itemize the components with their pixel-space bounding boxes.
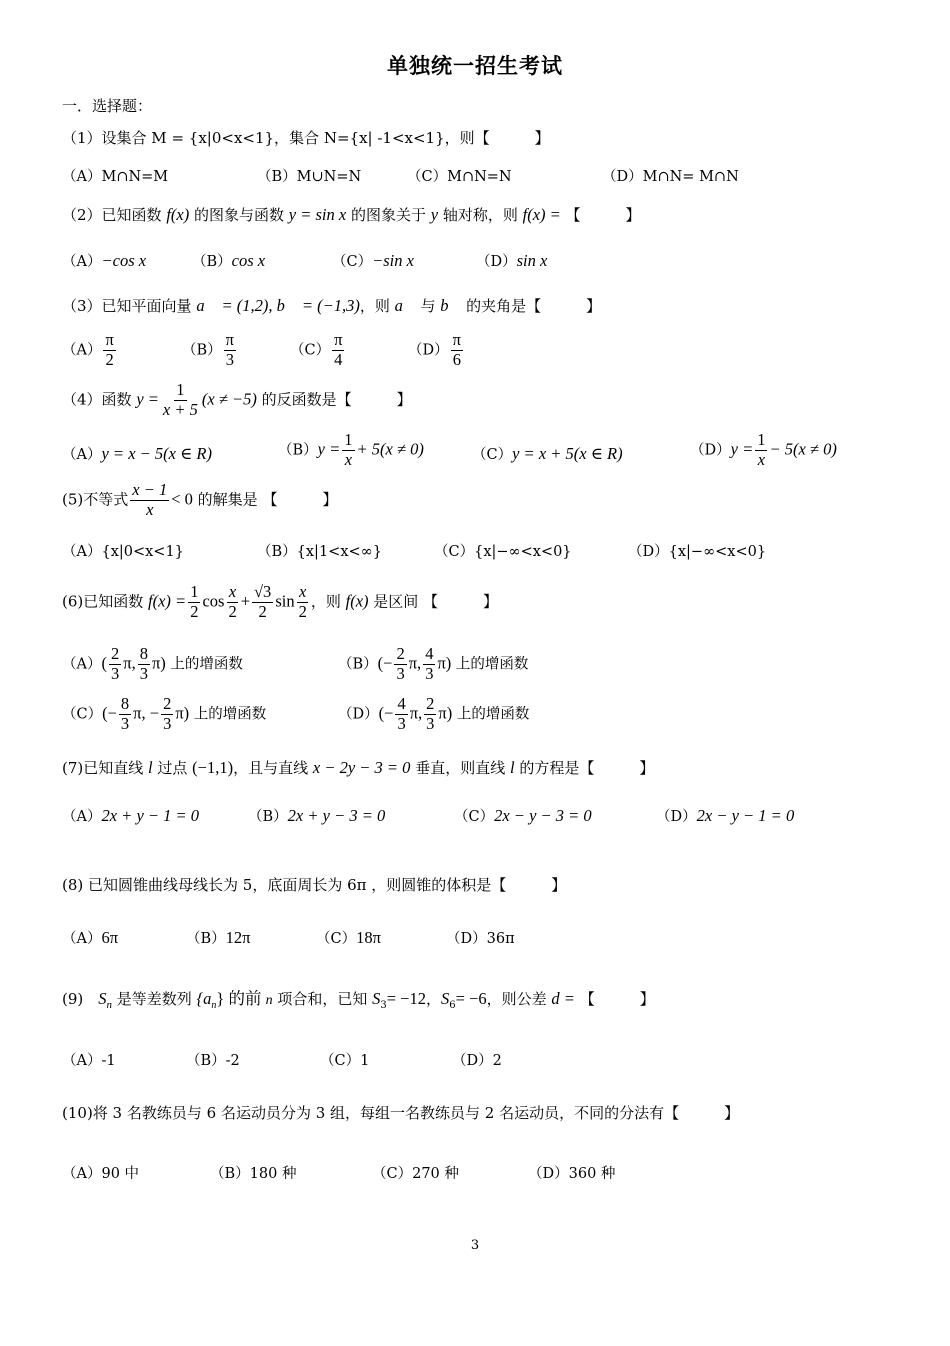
q7-text-2: 过点 [152, 759, 193, 777]
q9-sub-3: 3 [380, 1000, 387, 1011]
q3-text-1: （3）已知平面向量 [62, 297, 197, 315]
q2-math-sinx: y = sin x [288, 205, 347, 224]
q7-c-label: （C） [454, 809, 495, 825]
q6-c-label: （C） [62, 706, 103, 723]
question-6 [62, 583, 498, 622]
q6-b-frac-1 [394, 645, 406, 684]
q9-sub-n: n [106, 999, 112, 1011]
q6-d-n1: 4 [397, 694, 406, 713]
q6-a-n1: 2 [110, 644, 120, 663]
q6-c-frac-2 [161, 695, 173, 734]
q7-b-value: 2x + y − 3 = 0 [287, 806, 386, 825]
q6-n1: 1 [190, 582, 199, 601]
q5-option-d[interactable]: （D）{x|−∞<x<0} [628, 544, 767, 560]
q6-a-d2: 3 [139, 663, 148, 683]
question-1: （1）设集合 M = {x|0<x<1}，集合 N={x| -1<x<1}，则【 】 [62, 129, 550, 147]
q8-b-value: 12π [225, 928, 251, 947]
q1-option-c[interactable]: （C）M∩N=N [407, 169, 512, 185]
q10-option-b[interactable]: （B）180 种 [210, 1166, 297, 1182]
q2-a-value: −cos x [101, 251, 147, 270]
q7-a-value: 2x + y − 1 = 0 [101, 806, 200, 825]
q3-option-b[interactable] [182, 331, 238, 370]
q4-frac [161, 381, 200, 420]
q6-b-close: π) [437, 653, 452, 673]
q2-d-value: sin x [516, 251, 548, 270]
q7-a-label: （A） [62, 809, 102, 825]
q3-text-3: 与 [415, 297, 441, 315]
q7-option-c[interactable] [454, 805, 592, 826]
q5-frac [130, 481, 169, 520]
q8-a-value: 6π [101, 928, 119, 947]
q6-b-n2: 4 [425, 644, 434, 663]
q3-math-b: b⃗ [440, 296, 462, 315]
q6-d-frac-1 [395, 695, 407, 734]
q6-c-close: π) [175, 703, 190, 723]
page-title: 单独统一招生考试 [387, 54, 563, 78]
question-4 [62, 381, 412, 420]
q7-b-label: （B） [248, 809, 288, 825]
q6-a-open: ( [101, 653, 107, 673]
q9-math-e6: = −6 [455, 989, 487, 1008]
q6-d-d2: 3 [426, 713, 435, 733]
q3-b-den: 3 [225, 349, 234, 369]
q10-option-a[interactable]: （A）90 中 [62, 1166, 140, 1182]
q6-c-open: (− [102, 703, 117, 723]
q3-c-frac [332, 331, 344, 370]
q6-frac-3 [252, 583, 273, 622]
q6-b-n1: 2 [396, 644, 405, 663]
q2-text-1: （2）已知函数 [62, 206, 167, 224]
q7-option-b[interactable] [248, 805, 385, 826]
q4-b-post: + 5(x ≠ 0) [356, 439, 424, 459]
q3-math-a: a⃗ [394, 296, 416, 315]
q4-option-c[interactable] [472, 443, 623, 464]
q6-math-fx: f(x) = [148, 591, 187, 611]
q6-text-2: ，则 [310, 592, 346, 611]
q7-math-eq: x − 2y − 3 = 0 [312, 758, 411, 777]
q4-d-post: − 5(x ≠ 0) [769, 439, 837, 459]
q8-b-label: （B） [186, 931, 226, 947]
q7-option-d[interactable] [656, 805, 794, 826]
q7-text-1: (7)已知直线 [62, 759, 149, 777]
q9-math-s: S [98, 989, 107, 1008]
q6-text-1: (6)已知函数 [62, 592, 149, 611]
q2-b-value: cos x [231, 251, 266, 270]
q8-c-value: 18π [356, 928, 381, 947]
q4-math-y: y = [136, 389, 159, 409]
q2-math-fx: f(x) [166, 205, 190, 224]
q6-c-text: 上的增函数 [189, 706, 267, 723]
q6-option-a[interactable] [62, 645, 243, 684]
question-8: (8) 已知圆锥曲线母线长为 5，底面周长为 6π ，则圆锥的体积是【 】 [62, 876, 567, 894]
q6-d4: 2 [298, 601, 307, 621]
q6-cos: cos [202, 591, 225, 611]
q3-b-num: π [225, 330, 234, 349]
question-5 [62, 481, 337, 520]
q6-n3: √3 [254, 582, 272, 601]
q2-option-b[interactable] [192, 250, 265, 271]
q5-num: x − 1 [132, 480, 168, 499]
q6-a-d1: 3 [110, 663, 120, 683]
q4-option-d[interactable] [690, 431, 837, 470]
q4-b-pre: y = [317, 439, 341, 459]
q1-option-b[interactable]: （B）M∪N=N [257, 169, 362, 185]
q6-a-n2: 8 [139, 644, 148, 663]
q6-b-d2: 3 [425, 663, 434, 683]
q10-option-d[interactable]: （D）360 种 [528, 1166, 616, 1182]
q2-text-2: 的图象与函数 [189, 206, 289, 224]
q3-a-num: π [105, 330, 114, 349]
page-number: 3 [470, 1238, 480, 1253]
q9-math-a: {a [196, 989, 212, 1008]
q6-b-open: (− [377, 653, 393, 673]
q3-math-vectors: a⃗ = (1,2), b⃗ = (−1,3) [196, 296, 360, 315]
q6-d-n2: 2 [426, 694, 435, 713]
q6-d-text: 上的增函数 [452, 706, 530, 723]
q9-sub-6: 6 [449, 1000, 456, 1011]
q7-c-value: 2x − y − 3 = 0 [494, 806, 592, 825]
q4-text-1: （4）函数 [62, 390, 137, 409]
q7-d-label: （D） [656, 809, 697, 825]
q2-text-5: 【 】 [560, 206, 641, 224]
q4-d-den: x [757, 449, 766, 469]
q6-a-text: 上的增函数 [165, 656, 243, 673]
q6-n4: x [299, 582, 307, 601]
q8-c-label: （C） [316, 931, 357, 947]
q3-a-label: （A） [62, 342, 102, 359]
q5-post: < 0 [171, 489, 193, 509]
q2-d-label: （D） [476, 254, 517, 270]
q4-a-label: （A） [62, 447, 102, 463]
q9-math-d: d = [551, 989, 575, 1008]
q6-c-d1: 3 [120, 713, 130, 733]
q8-option-b[interactable] [186, 927, 251, 948]
q7-text-4: 垂直，则直线 [410, 759, 510, 777]
q9-text-5: ， [426, 990, 442, 1008]
q1-option-d[interactable]: （D）M∩N= M∩N [602, 169, 739, 185]
q6-sin: sin [275, 591, 295, 611]
q7-math-point: (−1,1) [192, 758, 234, 777]
q3-b-label: （B） [182, 342, 222, 359]
q6-frac-1 [188, 583, 200, 622]
q6-frac-2 [226, 583, 238, 622]
q4-b-num: 1 [344, 430, 353, 449]
q3-c-label: （C） [290, 342, 331, 359]
q6-d-d1: 3 [397, 713, 406, 733]
q3-text-4: 的夹角是【 】 [461, 297, 602, 315]
q6-text-3: 是区间 【 】 [368, 592, 499, 611]
q2-text-3: 的图象关于 [346, 206, 431, 224]
q3-a-den: 2 [105, 349, 114, 369]
q3-d-frac [451, 331, 463, 370]
q4-d-frac [755, 431, 767, 470]
q6-b-mid: π, [408, 653, 422, 673]
q6-d1: 2 [190, 601, 199, 621]
q4-den: x + 5 [162, 399, 198, 419]
q9-text-6: ，则公差 [486, 990, 552, 1008]
q6-a-frac-2 [138, 645, 150, 684]
q9-math-s6: S [441, 989, 450, 1008]
q5-text-1: (5)不等式 [62, 490, 129, 509]
q7-math-l-2: l [509, 758, 515, 777]
q2-text-4: 轴对称，则 [438, 206, 523, 224]
q5-den: x [146, 499, 154, 519]
q9-math-s3: S [372, 989, 381, 1008]
q6-math-fx-2: f(x) [345, 591, 369, 611]
q2-c-value: −sin x [372, 251, 414, 270]
q9-option-a[interactable]: （A）-1 [62, 1053, 116, 1069]
question-7 [62, 757, 654, 778]
q6-b-d1: 3 [396, 663, 405, 683]
q8-option-c[interactable] [316, 927, 381, 948]
q8-a-label: （A） [62, 931, 102, 947]
q2-option-d[interactable] [476, 250, 547, 271]
q6-a-frac-1 [109, 645, 121, 684]
q6-c-n2: 2 [163, 694, 172, 713]
q3-c-den: 4 [334, 349, 343, 369]
q5-option-a[interactable]: （A）{x|0<x<1} [62, 544, 184, 560]
q6-d-mid: π, [409, 703, 423, 723]
q4-option-b[interactable] [278, 431, 424, 470]
q2-math-fx-eq: f(x) = [522, 205, 561, 224]
q4-b-label: （B） [278, 442, 318, 459]
q6-d-label: （D） [338, 706, 379, 723]
q3-b-frac [224, 331, 236, 370]
question-9 [62, 985, 655, 1011]
q6-d-frac-2 [424, 695, 436, 734]
q3-a-frac [103, 331, 115, 370]
q4-cond: (x ≠ −5) [201, 389, 257, 409]
q10-option-c[interactable]: （C）270 种 [372, 1166, 459, 1182]
q8-option-d[interactable]: （D）36π [446, 931, 515, 947]
q7-option-a[interactable] [62, 805, 199, 826]
q9-text-4: 项合和，已知 [272, 990, 373, 1008]
section-heading: 一．选择题： [62, 97, 153, 115]
q9-text-2: 是等差数列 [112, 990, 197, 1008]
q2-c-label: （C） [332, 254, 373, 270]
q4-c-value: y = x + 5(x ∈ R) [512, 444, 623, 463]
q6-a-close: π) [151, 653, 166, 673]
q1-option-a[interactable]: （A）M∩N=M [62, 169, 169, 185]
q6-a-label: （A） [62, 656, 102, 673]
q3-option-d[interactable] [408, 331, 465, 370]
q4-text-2: 的反函数是【 】 [256, 390, 412, 409]
q4-a-value: y = x − 5(x ∈ R) [101, 444, 213, 463]
question-3 [62, 295, 601, 316]
q4-d-pre: y = [730, 439, 754, 459]
q2-math-y: y [430, 205, 439, 224]
q6-b-label: （B） [338, 656, 378, 673]
q7-d-value: 2x − y − 1 = 0 [696, 806, 795, 825]
q6-option-c[interactable] [62, 695, 266, 734]
q6-frac-4 [297, 583, 309, 622]
q9-option-d[interactable]: （D）2 [452, 1053, 502, 1069]
q2-option-c[interactable] [332, 250, 414, 271]
q6-b-frac-2 [423, 645, 435, 684]
q4-b-den: x [344, 449, 353, 469]
q6-option-d[interactable] [338, 695, 529, 734]
q6-c-mid: π, − [133, 703, 160, 723]
q7-text-3: ，且与直线 [233, 759, 313, 777]
q9-option-c[interactable]: （C）1 [320, 1053, 370, 1069]
q5-option-b[interactable]: （B）{x|1<x<∞} [257, 544, 382, 560]
q3-text-2: ，则 [359, 297, 395, 315]
q8-option-a[interactable] [62, 927, 118, 948]
q6-n2: x [228, 582, 237, 601]
q6-a-mid: π, [123, 653, 136, 673]
q5-option-c[interactable]: （C）{x|−∞<x<0} [434, 544, 572, 560]
q6-plus: + [240, 591, 250, 611]
q2-b-label: （B） [192, 254, 232, 270]
q9-math-e3: = −12 [386, 989, 426, 1008]
q7-math-l: l [148, 758, 153, 777]
q3-option-c[interactable] [290, 331, 346, 370]
q6-d2: 2 [228, 601, 237, 621]
q6-b-text: 上的增函数 [451, 656, 529, 673]
q9-text-1: (9) [62, 990, 99, 1008]
q9-sub-an: n [211, 1000, 217, 1011]
q9-option-b[interactable]: （B）-2 [186, 1053, 240, 1069]
q4-b-frac [342, 431, 354, 470]
q3-d-label: （D） [408, 342, 449, 359]
q4-d-num: 1 [757, 430, 766, 449]
q9-text-7: 【 】 [574, 990, 655, 1008]
question-2 [62, 204, 641, 225]
q9-text-3: } 的前 [216, 989, 266, 1008]
q4-option-a[interactable] [62, 443, 212, 464]
question-10: (10)将 3 名教练员与 6 名运动员分为 3 组，每组一名教练员与 2 名运动员，不同的分法有【 】 [62, 1104, 740, 1122]
q6-option-b[interactable] [338, 645, 528, 684]
q3-option-a[interactable] [62, 331, 118, 370]
q6-c-n1: 8 [120, 694, 130, 713]
q5-text-2: 的解集是 【 】 [192, 490, 338, 509]
q6-d3: 2 [258, 601, 267, 621]
q7-text-5: 的方程是【 】 [514, 759, 655, 777]
q4-c-label: （C） [472, 447, 513, 463]
q6-c-d2: 3 [163, 713, 172, 733]
q2-a-label: （A） [62, 254, 102, 270]
q4-d-label: （D） [690, 442, 731, 459]
q3-c-num: π [334, 330, 343, 349]
q6-d-open: (− [378, 703, 394, 723]
q2-option-a[interactable] [62, 250, 146, 271]
q4-num: 1 [176, 380, 185, 399]
q3-d-den: 6 [452, 349, 461, 369]
q9-math-n: n [265, 993, 273, 1008]
q6-c-frac-1 [119, 695, 131, 734]
q6-d-close: π) [438, 703, 453, 723]
q3-d-num: π [452, 330, 461, 349]
